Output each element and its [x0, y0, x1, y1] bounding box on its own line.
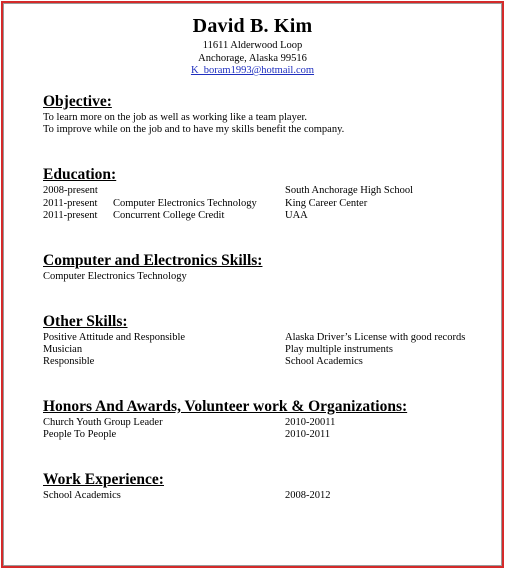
honor-years: 2010-2011: [285, 429, 331, 440]
other-skill-left: Responsible: [43, 356, 95, 367]
education-heading: Education:: [43, 166, 117, 183]
education-program: Concurrent College Credit: [113, 210, 225, 221]
resume-name: David B. Kim: [192, 15, 313, 37]
honor-item: Church Youth Group Leader: [43, 417, 163, 428]
other-skill-right: School Academics: [285, 356, 363, 367]
objective-line: To learn more on the job as well as working like a team player.: [43, 112, 308, 123]
education-school: King Career Center: [285, 198, 368, 209]
computer-skill-item: Computer Electronics Technology: [43, 271, 187, 282]
computer-skills-heading: Computer and Electronics Skills:: [43, 252, 263, 269]
work-years: 2008-2012: [285, 490, 331, 501]
honors-heading: Honors And Awards, Volunteer work & Organizations:: [43, 398, 408, 415]
education-date: 2008-present: [43, 185, 98, 196]
address-city: Anchorage, Alaska 99516: [198, 53, 307, 64]
other-skill-left: Musician: [43, 344, 83, 355]
address-street: 11611 Alderwood Loop: [202, 40, 303, 51]
education-school: UAA: [285, 210, 308, 221]
work-item: School Academics: [43, 490, 121, 501]
education-program: Computer Electronics Technology: [113, 198, 257, 209]
email-link[interactable]: K_boram1993@hotmail.com: [190, 65, 315, 76]
other-skill-left: Positive Attitude and Responsible: [43, 332, 186, 343]
honor-item: People To People: [43, 429, 117, 440]
education-school: South Anchorage High School: [285, 185, 414, 196]
education-date: 2011-present: [43, 198, 98, 209]
work-heading: Work Experience:: [43, 471, 164, 488]
objective-line: To improve while on the job and to have my skills benefit the company.: [43, 124, 345, 135]
honor-years: 2010-20011: [285, 417, 336, 428]
objective-heading: Objective:: [43, 93, 112, 110]
other-skill-right: Play multiple instruments: [285, 344, 393, 355]
education-date: 2011-present: [43, 210, 98, 221]
other-skills-heading: Other Skills:: [43, 313, 128, 330]
other-skill-right: Alaska Driver’s License with good records: [285, 332, 466, 343]
